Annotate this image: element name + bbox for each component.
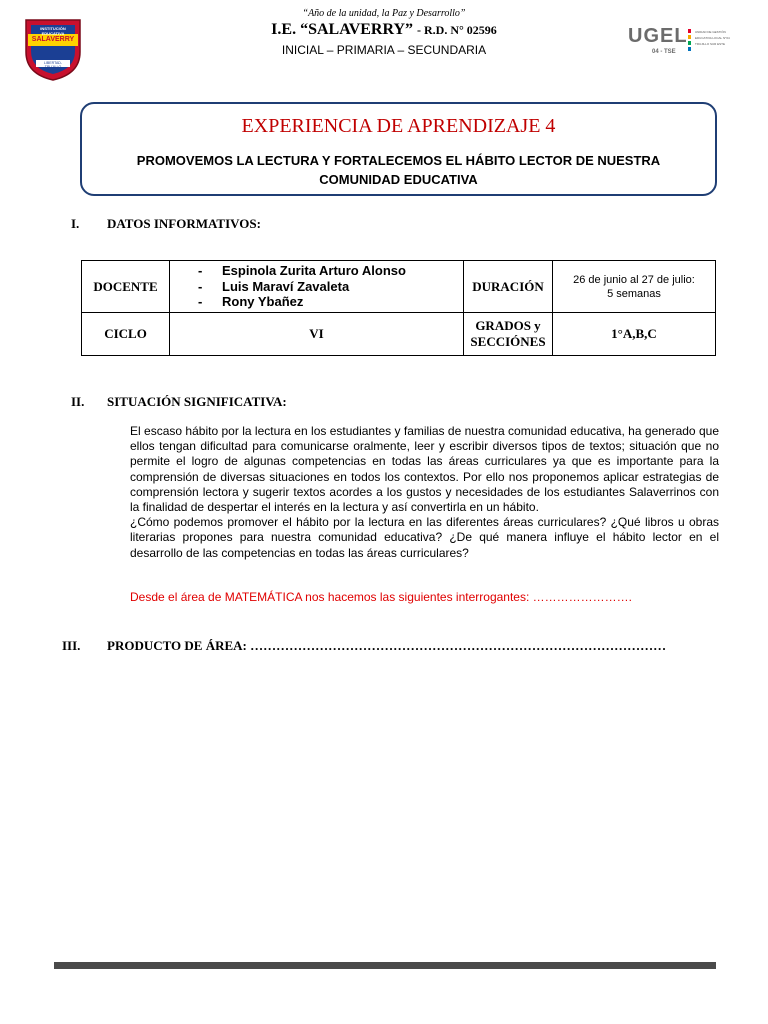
experience-subtitle: PROMOVEMOS LA LECTURA Y FORTALECEMOS EL HÁBITO LECTOR DE NUESTRA COMUNIDAD EDUCATIVA <box>136 153 661 187</box>
grados-label-line-1: GRADOS y <box>475 318 541 333</box>
resolution-number: - R.D. N° 02596 <box>417 23 497 37</box>
docentes-list <box>170 263 463 310</box>
grados-label-line-2: SECCIÓNES <box>470 334 546 349</box>
section-2-number: II. <box>71 394 85 409</box>
ugel-line-1: UNIDAD DE GESTIÓN <box>695 30 726 34</box>
info-table <box>81 260 716 356</box>
ugel-logo <box>628 25 740 59</box>
grados-label <box>464 313 553 356</box>
situacion-text <box>130 424 719 561</box>
section-1-title: DATOS INFORMATIVOS: <box>107 216 261 231</box>
ugel-line-2: EDUCATIVA LOCAL N°04 <box>695 36 730 40</box>
section-3-number: III. <box>62 638 81 653</box>
ciclo-label: CICLO <box>82 313 170 356</box>
school-levels: INICIAL – PRIMARIA – SECUNDARIA <box>281 43 487 57</box>
footer-bar <box>54 962 716 969</box>
shield-banner-text: SALAVERRY <box>31 36 75 43</box>
section-2-title: SITUACIÓN SIGNIFICATIVA: <box>107 394 287 409</box>
docente-label: DOCENTE <box>82 261 170 313</box>
matematica-prompt: Desde el área de MATEMÁTICA nos hacemos las siguientes interrogantes: ……………………. <box>130 590 632 604</box>
ugel-sub: 04 - TSE <box>652 49 676 55</box>
duracion-line-2: 5 semanas <box>607 287 661 300</box>
grados-value: 1°A,B,C <box>553 313 716 356</box>
situacion-paragraph-1: El escaso hábito por la lectura en los estudiantes y familias de nuestra comunidad educativa, ha generado que ellos tengan dificultad para comunicarse oralmente, leer y escribir diversos tipos de textos; situación que no permite el logro de algunas competencias en todas las áreas curriculares ya que es importante para la comprensión de diversas situaciones en todos los contextos. Por ello nos proponemos aplicar estrategias de comprensión lectora y sugerir textos acordes a los gustos y necesidades de los estudiantes Salaverrinos con la finalidad de despertar el interés en la lectura y así convertirla en un hábito. <box>130 424 719 515</box>
section-3-title: PRODUCTO DE ÁREA: …………………………………………………………………………………… <box>107 638 667 653</box>
motto: “Año de la unidad, la Paz y Desarrollo” <box>302 8 466 19</box>
duracion-label: DURACIÓN <box>464 261 553 313</box>
duracion-line-1: 26 de junio al 27 de julio: <box>573 273 695 286</box>
experience-title: EXPERIENCIA DE APRENDIZAJE 4 <box>241 115 556 137</box>
table-row <box>82 313 716 356</box>
duracion-value <box>553 261 716 313</box>
docentes-cell <box>170 261 464 313</box>
shield-top-text: INSTITUCIÓN EDUCATIVA <box>40 26 66 36</box>
table-row <box>82 261 716 313</box>
docente-item: - Espinola Zurita Arturo Alonso <box>198 263 463 279</box>
shield-bottom-text: LIBERTAD-TRUJILLO <box>44 61 62 69</box>
docente-item: - Luis Maraví Zavaleta <box>198 279 463 295</box>
ugel-logo-text: UGEL <box>628 25 688 47</box>
section-1-number: I. <box>71 216 80 231</box>
docente-item: - Rony Ybañez <box>198 294 463 310</box>
ciclo-value: VI <box>170 313 464 356</box>
situacion-paragraph-2: ¿Cómo podemos promover el hábito por la lectura en las diferentes áreas curriculares? ¿Qué libros u obras literarias propones para nuestra comunidad educativa? ¿De qué manera influye el hábito lector en el desarrollo de las competencias en todas las áreas curriculares? <box>130 515 719 560</box>
ugel-line-3: TRUJILLO SUR ESTE <box>695 42 726 46</box>
school-name: I.E. “SALAVERRY” <box>271 21 414 38</box>
